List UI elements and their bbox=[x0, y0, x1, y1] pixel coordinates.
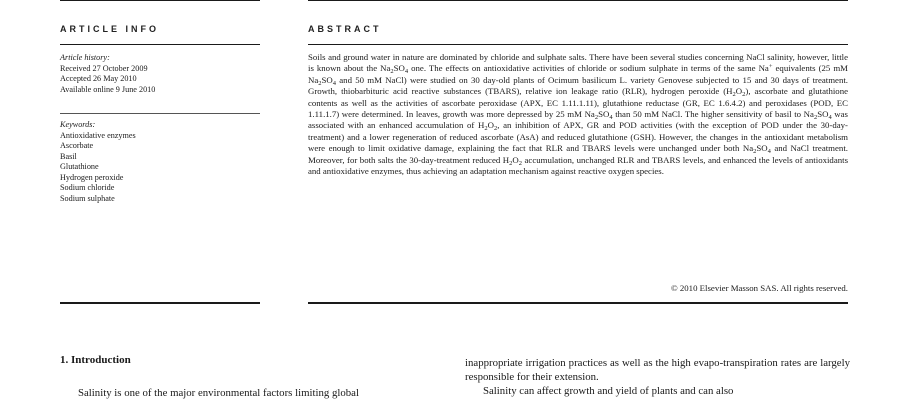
history-divider bbox=[60, 113, 260, 114]
keywords-block bbox=[60, 120, 260, 204]
chem-text: O bbox=[487, 120, 494, 131]
bottom-rule-left bbox=[60, 302, 260, 304]
chem-text: SO bbox=[321, 74, 333, 85]
abstract-rule bbox=[308, 44, 848, 45]
chem-text: SO bbox=[817, 109, 829, 120]
paragraph: inappropriate irrigation practices as well as the high evapo-transpiration rates are largely responsible for their extension. bbox=[465, 357, 850, 383]
subscript: 2 bbox=[753, 148, 757, 156]
subscript: 4 bbox=[404, 68, 409, 76]
keyword-item: Sodium sulphate bbox=[60, 193, 115, 203]
abstract-text: accumulation, unchanged RLR and TBARS levels, and enhanced the levels of antioxidants and antioxidative enzymes, thus achieving an adaptation mechanism against reactive oxygen species. bbox=[308, 154, 849, 177]
keyword-item: Ascorbate bbox=[60, 141, 94, 150]
abstract-text: ), ascorbate and glutathione contents as well as the activities of ascorbate peroxidase (APX, EC 1.11.1.11), glutathione reductase (GR, EC 1.6.4.2) and peroxidases (POD, EC 1.11.1.7) were determined. In leaves, growth was more depressed by 25 mM Na bbox=[308, 86, 849, 120]
paragraph: Salinity can affect growth and yield of plants and can also bbox=[483, 385, 734, 397]
superscript: + bbox=[768, 63, 773, 71]
chem-text: SO bbox=[393, 63, 405, 74]
copyright-notice: © 2010 Elsevier Masson SAS. All rights reserved. bbox=[671, 283, 848, 293]
chem-text: O bbox=[512, 154, 519, 165]
top-rule-left bbox=[60, 0, 260, 1]
subscript: 2 bbox=[484, 125, 488, 133]
subscript: 2 bbox=[732, 91, 736, 99]
chem-text: O bbox=[735, 86, 743, 97]
abstract-text: Soils and ground water in nature are dominated by chloride and sulphate salts. There have been several studies concerning NaCl salinity, however, little is known about the Na bbox=[308, 52, 848, 74]
abstract-text: was associated with an enhanced accumulation of H bbox=[308, 109, 848, 131]
chem-text: SO bbox=[756, 143, 768, 154]
subscript: 2 bbox=[518, 159, 522, 167]
abstract-body bbox=[308, 52, 848, 177]
history-label: Article history: bbox=[60, 53, 110, 62]
intro-column-right bbox=[465, 356, 850, 398]
subscript: 2 bbox=[742, 91, 746, 99]
abstract-text: than 50 mM NaCl. The higher sensitivity of basil to Na bbox=[612, 109, 814, 120]
accepted-date: Accepted 26 May 2010 bbox=[60, 74, 137, 83]
article-history bbox=[60, 53, 260, 95]
abstract-text: equivalents (25 mM Na bbox=[308, 63, 848, 85]
keyword-item: Hydrogen peroxide bbox=[60, 172, 124, 182]
bottom-rule-right bbox=[308, 302, 848, 304]
abstract-text: one. The effects on antioxidative activities of chloride or sodium sulphate in terms of the same Na bbox=[408, 63, 769, 74]
abstract-text: and NaCl treatment. Moreover, for both salts the 30-day-treatment reduced H bbox=[308, 143, 848, 165]
subscript: 2 bbox=[493, 125, 498, 133]
subscript: 2 bbox=[594, 114, 599, 122]
article-info-heading: ARTICLE INFO bbox=[60, 24, 159, 34]
keywords-label: Keywords: bbox=[60, 120, 96, 129]
available-date: Available online 9 June 2010 bbox=[60, 84, 156, 94]
abstract-heading: ABSTRACT bbox=[308, 24, 382, 34]
abstract-text: and 50 mM NaCl) were studied on 30 day-old plants of Ocimum basilicum L. variety Genovese subjected to 15 and 30 days of treatment. Growth, thiobarbituric acid reactive substances (TBARS), relative ion leakage ratio (RLR), hydrogen peroxide (H bbox=[308, 74, 848, 97]
keyword-item: Basil bbox=[60, 151, 77, 161]
keyword-item: Sodium chloride bbox=[60, 183, 115, 192]
subscript: 4 bbox=[767, 148, 771, 156]
subscript: 4 bbox=[332, 79, 337, 87]
keyword-item: Antioxidative enzymes bbox=[60, 130, 136, 140]
received-date: Received 27 October 2009 bbox=[60, 63, 148, 73]
subscript: 4 bbox=[828, 114, 832, 122]
subscript: 2 bbox=[509, 159, 513, 167]
subscript: 2 bbox=[318, 79, 322, 87]
intro-column-left: Salinity is one of the major environmental factors limiting global bbox=[78, 387, 359, 399]
article-info-rule bbox=[60, 44, 260, 45]
keyword-item: Glutathione bbox=[60, 162, 99, 171]
subscript: 2 bbox=[390, 68, 394, 76]
introduction-heading: 1. Introduction bbox=[60, 354, 131, 366]
subscript: 4 bbox=[609, 114, 613, 122]
subscript: 2 bbox=[813, 114, 818, 122]
top-rule-right bbox=[308, 0, 848, 1]
abstract-text: , an inhibition of APX, GR and POD activities (with the exception of POD under the 30-day-treatment) and a lower regeneration of reduced ascorbate (AsA) and reduced glutathione (GSH). However, the changes in the antioxidant metabolism were enough to limit oxidative damage, explaining the fact that RLR and TBARS levels were unchanged under both Na bbox=[308, 120, 848, 154]
chem-text: SO bbox=[598, 109, 610, 120]
